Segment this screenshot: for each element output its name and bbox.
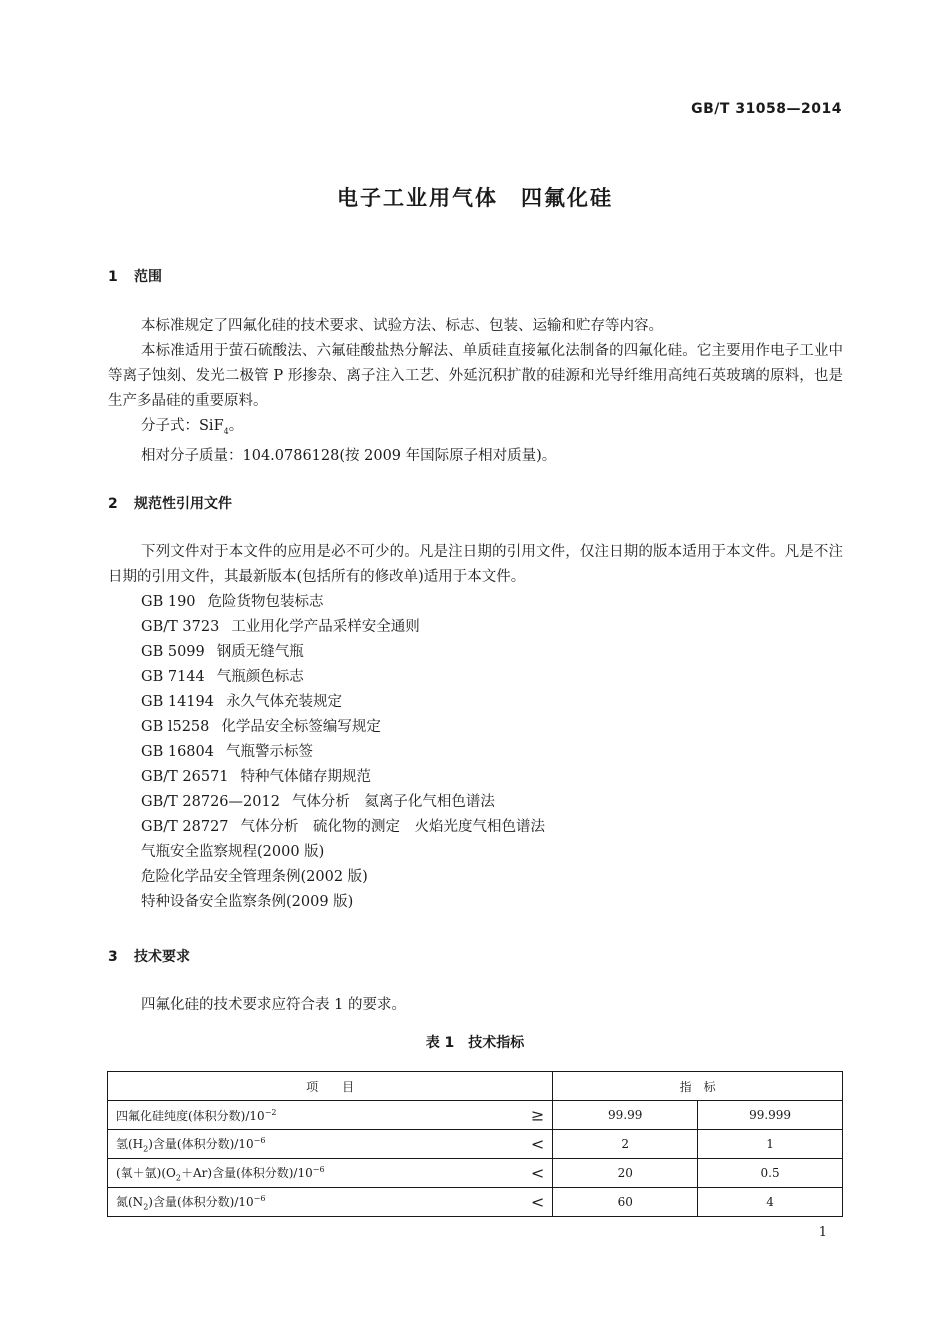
technical-spec-table	[107, 1071, 843, 1217]
item-exponent: −6	[253, 1135, 266, 1145]
reference-title: 钢质无缝气瓶	[216, 644, 304, 660]
item-exponent: −6	[312, 1164, 325, 1174]
reference-list	[141, 590, 545, 915]
item-exponent: −2	[264, 1107, 277, 1117]
comparison-operator: <	[530, 1134, 545, 1154]
document-title: 电子工业用气体 四氟化硅	[337, 186, 613, 210]
section-number: 2	[108, 496, 118, 512]
value-grade-1: 20	[553, 1159, 698, 1188]
reference-item	[141, 615, 545, 640]
comparison-operator: <	[530, 1192, 545, 1212]
reference-item	[141, 790, 545, 815]
reference-item	[141, 590, 545, 615]
section-title: 规范性引用文件	[134, 496, 232, 512]
scope-paragraph-2: 本标准适用于萤石硫酸法、六氟硅酸盐热分解法、单质硅直接氟化法制备的四氟化硅。它主要用作电子工业中等离子蚀刻、发光二极管 P 形掺杂、离子注入工艺、外延沉积扩散的硅源和光导纤维用高纯石英玻璃的原料，也是生产多晶硅的重要原料。	[108, 343, 843, 409]
row-item	[108, 1159, 553, 1188]
reference-title: 危险货物包装标志	[207, 594, 324, 610]
reference-code: GB/T 28726—2012	[141, 794, 280, 810]
reference-item	[141, 690, 545, 715]
regulation-item: 气瓶安全监察规程(2000 版)	[141, 844, 325, 860]
section-heading-references	[108, 493, 232, 513]
formula-end: 。	[228, 418, 244, 434]
item-subscript: 2	[143, 1144, 149, 1154]
formula-label: 分子式：SiF	[141, 418, 224, 434]
page-number: 1	[818, 1225, 827, 1240]
comparison-operator: ≥	[530, 1105, 545, 1125]
value-grade-1: 2	[553, 1130, 698, 1159]
references-intro-text: 下列文件对于本文件的应用是必不可少的。凡是注日期的引用文件，仅注日期的版本适用于本文件。凡是不注日期的引用文件，其最新版本(包括所有的修改单)适用于本文件。	[108, 544, 843, 585]
value-grade-2: 0.5	[698, 1159, 843, 1188]
table-caption: 表 1 技术指标	[425, 1035, 525, 1051]
row-item	[108, 1188, 553, 1217]
reference-title: 特种气体储存期规范	[240, 769, 372, 785]
reference-code: GB/T 26571	[141, 769, 229, 785]
table-header-row	[108, 1072, 843, 1101]
value-grade-2: 99.999	[698, 1101, 843, 1130]
comparison-operator: <	[530, 1163, 545, 1183]
technical-intro	[108, 993, 843, 1018]
reference-item	[141, 715, 545, 740]
header-index: 指 标	[553, 1072, 843, 1101]
reference-code: GB 14194	[141, 694, 214, 710]
molecular-formula	[108, 414, 843, 444]
scope-body	[108, 314, 843, 469]
reference-title: 永久气体充装规定	[225, 694, 342, 710]
item-text: (氧＋氩)(O	[116, 1165, 176, 1180]
value-grade-2: 4	[698, 1188, 843, 1217]
value-grade-2: 1	[698, 1130, 843, 1159]
reference-code: GB 16804	[141, 744, 214, 760]
section-number: 3	[108, 949, 118, 965]
reference-item	[141, 665, 545, 690]
molecular-mass: 相对分子质量：104.0786128(按 2009 年国际原子相对质量)。	[141, 447, 557, 464]
reference-code: GB/T 3723	[141, 619, 220, 635]
section-heading-scope	[108, 266, 162, 286]
section-title: 技术要求	[134, 949, 190, 965]
item-text: )含量(体积分数)/10	[148, 1136, 254, 1151]
regulation-item: 特种设备安全监察条例(2009 版)	[141, 894, 354, 910]
table-row	[108, 1101, 843, 1130]
reference-title: 气瓶颜色标志	[216, 669, 304, 685]
reference-title: 气体分析 硫化物的测定 火焰光度气相色谱法	[240, 819, 546, 835]
item-text: ＋Ar)含量(体积分数)/10	[180, 1165, 313, 1180]
item-subscript: 2	[175, 1173, 181, 1183]
reference-code: GB 190	[141, 594, 196, 610]
item-exponent: −6	[253, 1193, 266, 1203]
reference-item	[141, 815, 545, 840]
value-grade-1: 60	[553, 1188, 698, 1217]
row-item	[108, 1101, 553, 1130]
reference-title: 气瓶警示标签	[225, 744, 313, 760]
header-item: 项 目	[108, 1072, 553, 1101]
reference-title: 气体分析 氦离子化气相色谱法	[291, 794, 495, 810]
reference-title: 工业用化学产品采样安全通则	[231, 619, 420, 635]
standard-number: GB/T 31058—2014	[691, 101, 842, 117]
scope-paragraph-1: 本标准规定了四氟化硅的技术要求、试验方法、标志、包装、运输和贮存等内容。	[141, 318, 663, 334]
reference-code: GB/T 28727	[141, 819, 229, 835]
references-intro	[108, 540, 843, 590]
reference-title: 化学品安全标签编写规定	[221, 719, 381, 735]
section-number: 1	[108, 269, 118, 285]
table-row	[108, 1188, 843, 1217]
row-item	[108, 1130, 553, 1159]
section-title: 范围	[134, 269, 162, 285]
item-subscript: 2	[143, 1202, 149, 1212]
section-heading-technical	[108, 946, 190, 966]
reference-code: GB 5099	[141, 644, 205, 660]
table-row	[108, 1159, 843, 1188]
reference-item	[141, 640, 545, 665]
regulation-item: 危险化学品安全管理条例(2002 版)	[141, 869, 368, 885]
value-grade-1: 99.99	[553, 1101, 698, 1130]
item-text: 四氟化硅纯度(体积分数)/10	[116, 1108, 265, 1123]
reference-item	[141, 765, 545, 790]
reference-item	[141, 740, 545, 765]
table-row	[108, 1130, 843, 1159]
technical-intro-text: 四氟化硅的技术要求应符合表 1 的要求。	[141, 997, 406, 1013]
item-text: 氢(H	[116, 1136, 144, 1151]
formula-subscript: 4	[223, 426, 229, 436]
item-text: )含量(体积分数)/10	[148, 1194, 254, 1209]
reference-code: GB l5258	[141, 719, 210, 735]
item-text: 氮(N	[116, 1194, 144, 1209]
reference-code: GB 7144	[141, 669, 205, 685]
